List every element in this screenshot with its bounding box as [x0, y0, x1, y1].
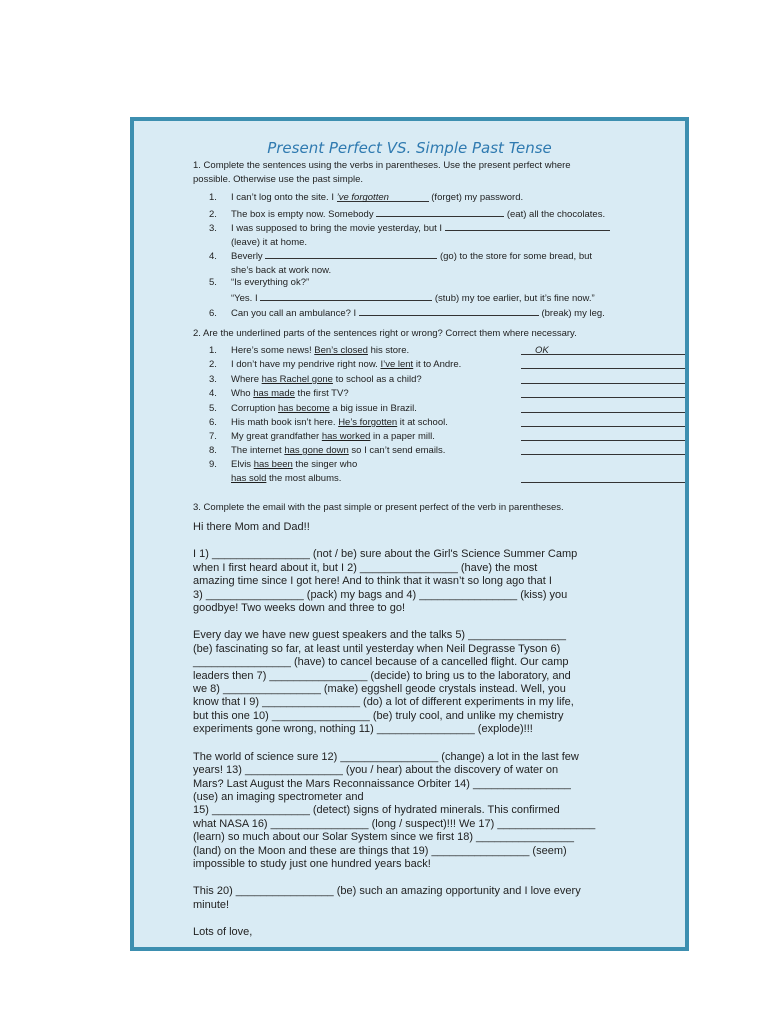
s1-item-4: 4. Beverly (go) to the store for some bread, but she’s back at work now.: [209, 248, 639, 278]
instruction-line: 1. Complete the sentences using the verbs in parentheses. Use the present perfect where: [193, 160, 571, 171]
correction-blank[interactable]: [521, 373, 689, 384]
correction-blank[interactable]: [521, 402, 689, 413]
s2-item-6: 6. His math book isn’t here. He’s forgotten it at school.: [209, 416, 639, 430]
instruction-line: possible. Otherwise use the past simple.: [193, 174, 364, 185]
worksheet-title: Present Perfect VS. Simple Past Tense: [267, 139, 552, 157]
correction-blank[interactable]: OK: [521, 344, 689, 355]
s2-item-7: 7. My great grandfather has worked in a paper mill.: [209, 430, 639, 444]
answer-blank[interactable]: ’ve forgotten: [337, 191, 429, 202]
s2-item-8: 8. The internet has gone down so I can’t send emails.: [209, 444, 639, 458]
email-text: [193, 521, 633, 951]
section3-instruction: 3. Complete the email with the past simple or present perfect of the verb in parentheses.: [193, 502, 564, 513]
s2-item-5: 5. Corruption has become a big issue in Brazil.: [209, 402, 639, 416]
s1-item-3: 3. I was supposed to bring the movie yesterday, but I (leave) it at home.: [209, 220, 639, 250]
section2-instruction: 2. Are the underlined parts of the sentences right or wrong? Correct them where necessary.: [193, 328, 577, 339]
s1-item-1: 1. I can’t log onto the site. I ’ve forgotten (forget) my password.: [209, 192, 524, 203]
email-greeting: Hi there Mom and Dad!!: [193, 521, 310, 533]
worksheet: [130, 117, 689, 951]
answer-blank[interactable]: [376, 206, 504, 217]
correction-blank[interactable]: [521, 387, 689, 398]
s1-item-2: 2. The box is empty now. Somebody (eat) all the chocolates.: [209, 206, 639, 222]
s2-item-9: 9. Elvis has been the singer who has sold the most albums.: [209, 458, 639, 486]
answer-blank[interactable]: [359, 305, 539, 316]
answer-blank[interactable]: [265, 248, 437, 259]
correction-blank[interactable]: [521, 358, 689, 369]
answer-blank[interactable]: [445, 220, 610, 231]
answer-blank[interactable]: [260, 290, 432, 301]
s1-item-6: 6. Can you call an ambulance? I (break) my leg.: [209, 305, 639, 321]
s1-item-5: 5. “Is everything ok?” “Yes. I (stub) my toe earlier, but it’s fine now.”: [209, 277, 595, 304]
correction-blank[interactable]: [521, 444, 689, 455]
correction-blank[interactable]: [521, 416, 689, 427]
email-closing: Lots of love,: [193, 926, 253, 939]
s2-item-4: 4. Who has made the first TV?: [209, 387, 639, 401]
correction-blank[interactable]: [521, 430, 689, 441]
section1-instruction: [193, 159, 623, 187]
s2-item-1: 1. Here’s some news! Ben’s closed his store. OK: [209, 344, 639, 358]
email-paragraph-3: The world of science sure 12) ________________ (change) a lot in the last few years! 13) ________________ (you / hear) about the discovery of water on Mars? Last August the Mars Reconnaissance Orbiter 14) ________________ (use) an imaging spectrometer and 15) ________________ (detect) signs of hydrated minerals. This confirmed what NASA 16) ________________ (long / suspect)!!! We 17) ________________ (learn) so much about our Solar System since we first 18) ________________ (land) on the Moon and these are things that 19) ________________ (seem) impossible to study just one hundred years back!: [193, 750, 596, 870]
email-paragraph-4: This 20) ________________ (be) such an amazing opportunity and I love every minute!: [193, 885, 581, 911]
s2-item-3: 3. Where has Rachel gone to school as a child?: [209, 373, 639, 387]
email-paragraph-2: Every day we have new guest speakers and the talks 5) ________________ (be) fascinating so far, at least until yesterday when Neil Degrasse Tyson 6) ________________ (have) to cancel because of a cancelled flight. Our camp leaders then 7) ________________ (decide) to bring us to the laboratory, and we 8) ________________ (make) eggshell geode crystals instead. Well, you know that I 9) ________________ (do) a lot of different experiments in my life, but this one 10) ________________ (be) truly cool, and unlike my chemistry experiments gone wrong, nothing 11) ________________ (explode)!!!: [193, 629, 574, 736]
email-paragraph-1: I 1) ________________ (not / be) sure about the Girl's Science Summer Camp when I first heard about it, but I 2) ________________ (have) the most amazing time since I got here! And to think that it wasn’t so long ago that I 3) ________________ (pack) my bags and 4) ________________ (kiss) you goodbye! Two weeks down and three to go!: [193, 548, 578, 615]
correction-blank[interactable]: [521, 472, 689, 483]
s2-item-2: 2. I don’t have my pendrive right now. I’ve lent it to Andre.: [209, 358, 639, 372]
